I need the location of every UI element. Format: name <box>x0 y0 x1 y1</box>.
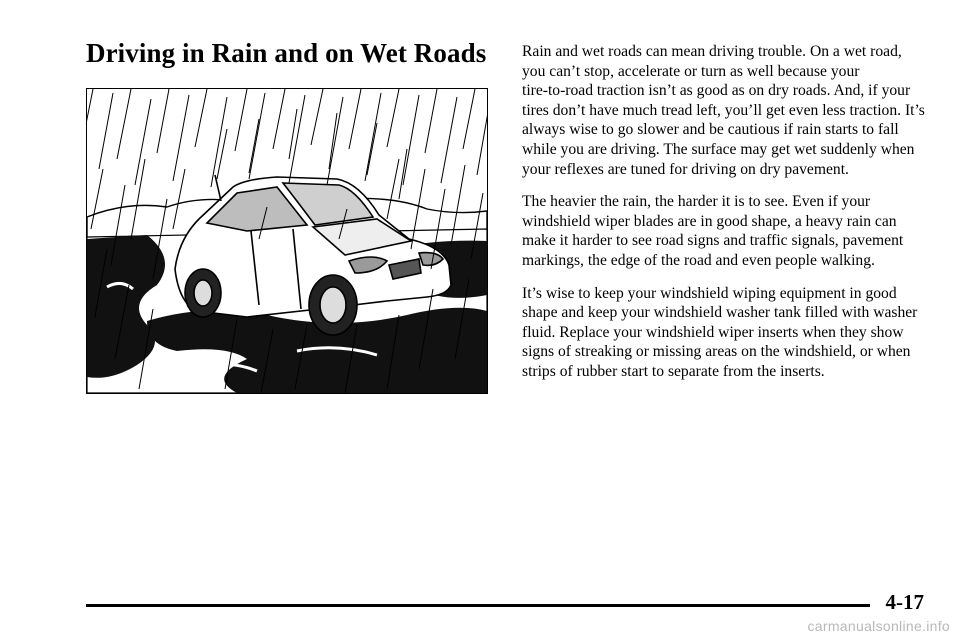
car-front-rim <box>320 287 346 323</box>
watermark: carmanualsonline.info <box>807 618 950 634</box>
footer-rule <box>86 604 870 607</box>
page-number: 4-17 <box>885 590 924 614</box>
rain-scene <box>87 89 487 393</box>
paragraph: The heavier the rain, the harder it is to see. Even if your windshield wiper blades are in good shape, a heavy rain can make it harder to see road signs and traffic signals, pavement markings, the edge of the road and even people walking. <box>522 193 904 269</box>
car-antenna <box>215 175 221 201</box>
rain-driving-illustration <box>86 88 488 394</box>
car-rear-rim <box>194 280 212 306</box>
body-text <box>522 42 927 395</box>
page-title: Driving in Rain and on Wet Roads <box>86 38 487 68</box>
paragraph: Rain and wet roads can mean driving trouble. On a wet road, you can’t stop, accelerate or turn as well because your tire‑to‑road traction isn’t as good as on dry roads. And, if your tires don’t have much tread left, you’ll get even less traction. It’s always wise to go slower and be cautious if rain starts to fall while you are driving. The surface may get wet suddenly when your reflexes are tuned for driving on dry pavement. <box>522 43 925 178</box>
paragraph: It’s wise to keep your windshield wiping equipment in good shape and keep your windshield washer tank filled with washer fluid. Replace your windshield wiper inserts when they show signs of streaking or missing areas on the windshield, or when strips of rubber start to separate from the inserts. <box>522 284 918 380</box>
